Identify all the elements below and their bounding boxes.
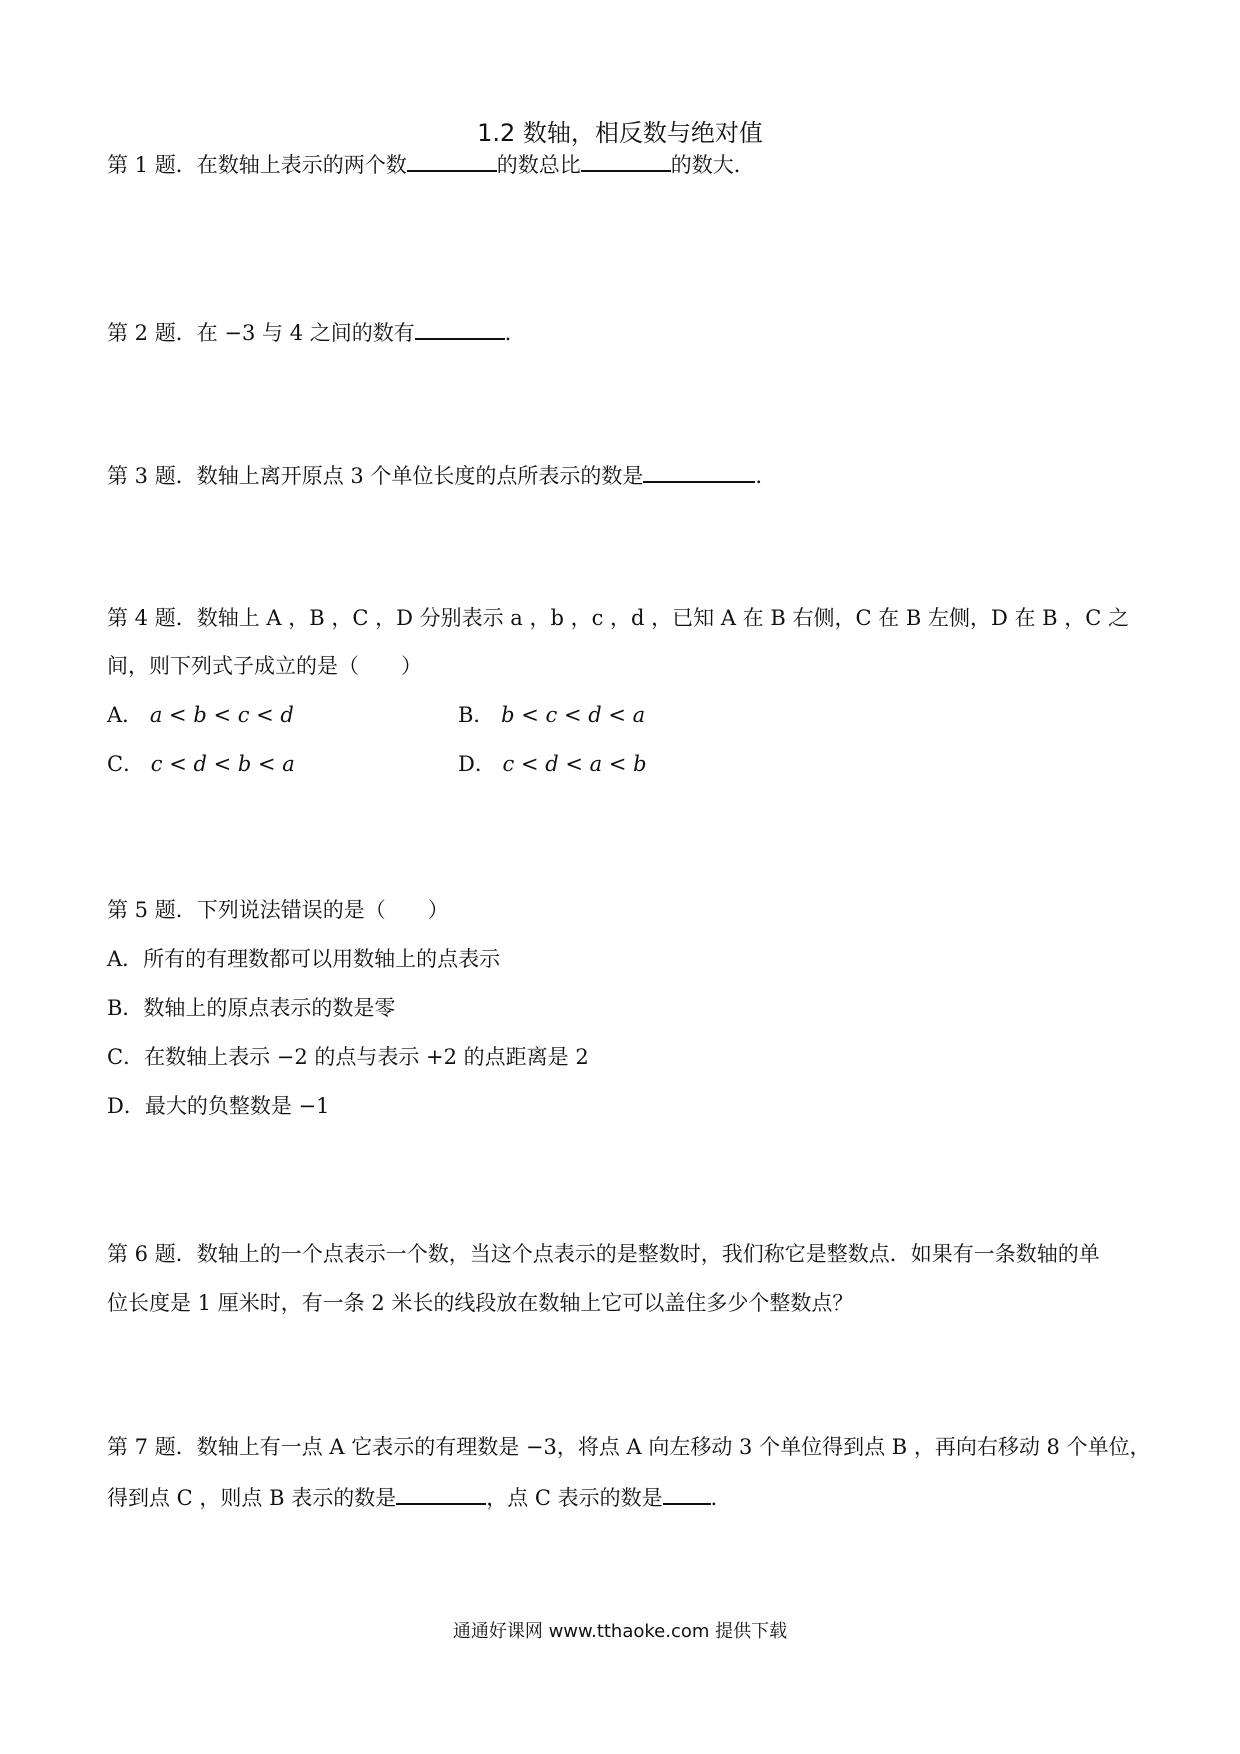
question-number: 第 5 题． <box>107 898 197 922</box>
option-d[interactable]: D．最大的负整数是 −1 <box>107 1094 330 1118</box>
answer-blank[interactable] <box>407 148 497 172</box>
question-text: 得到点 C ，则点 B 表示的数是 <box>107 1486 397 1510</box>
question-text: 数轴上 A ，B ，C ，D 分别表示 a ，b ，c ，d ，已知 A 在 B 右侧，C 在 B 左侧，D 在 B ，C 之 <box>196 606 1130 630</box>
question-7 <box>107 1432 1151 1462</box>
question-6 <box>107 1239 1100 1269</box>
option-b[interactable] <box>458 700 645 730</box>
option-d[interactable] <box>458 749 647 779</box>
option-expression: b < c < d < a <box>501 703 646 727</box>
question-number: 第 2 题． <box>107 321 197 345</box>
question-text: ． <box>710 1486 732 1510</box>
question-number: 第 6 题． <box>107 1242 197 1266</box>
option-c[interactable]: C．在数轴上表示 −2 的点与表示 +2 的点距离是 2 <box>107 1045 589 1069</box>
answer-blank[interactable] <box>581 148 671 172</box>
question-text: 的数大． <box>670 153 755 177</box>
question-number: 第 7 题． <box>107 1435 197 1459</box>
answer-blank[interactable] <box>415 316 505 340</box>
question-text: 数轴上的一个点表示一个数，当这个点表示的是整数时，我们称它是整数点．如果有一条数轴的单 <box>196 1242 1100 1266</box>
question-6-continued: 位长度是 1 厘米时，有一条 2 米长的线段放在数轴上它可以盖住多少个整数点？ <box>107 1291 854 1315</box>
question-text: 数轴上有一点 A 它表示的有理数是 −3，将点 A 向左移动 3 个单位得到点 B ，再向右移动 8 个单位， <box>196 1435 1151 1459</box>
question-text: ． <box>755 464 777 488</box>
question-text: 下列说法错误的是（ ） <box>196 898 449 922</box>
option-b[interactable]: B．数轴上的原点表示的数是零 <box>107 996 396 1020</box>
question-number: 第 3 题． <box>107 464 197 488</box>
option-expression: c < d < b < a <box>150 752 295 776</box>
option-label: C． <box>107 752 145 776</box>
question-3 <box>107 459 776 491</box>
option-expression: a < b < c < d <box>149 703 294 727</box>
page-title: 1.2 数轴，相反数与绝对值 <box>477 119 763 147</box>
question-text: ． <box>504 321 526 345</box>
question-5 <box>107 895 449 925</box>
question-1 <box>107 148 755 180</box>
question-text: 在 −3 与 4 之间的数有 <box>196 321 415 345</box>
question-text: 在数轴上表示的两个数 <box>196 153 407 177</box>
question-text: 的数总比 <box>496 153 581 177</box>
answer-blank[interactable] <box>643 459 755 483</box>
option-label: B． <box>458 703 495 727</box>
footer-note: 通通好课网 www.tthaoke.com 提供下载 <box>452 1621 788 1642</box>
answer-blank[interactable] <box>396 1481 486 1505</box>
question-4-continued: 间，则下列式子成立的是（ ） <box>107 654 422 678</box>
option-a[interactable] <box>107 700 294 730</box>
question-text: 数轴上离开原点 3 个单位长度的点所表示的数是 <box>196 464 644 488</box>
question-text: ，点 C 表示的数是 <box>486 1486 663 1510</box>
option-c[interactable] <box>107 749 295 779</box>
answer-blank[interactable] <box>663 1481 711 1505</box>
question-number: 第 4 题． <box>107 606 197 630</box>
option-a[interactable]: A．所有的有理数都可以用数轴上的点表示 <box>107 947 501 971</box>
question-7-continued <box>107 1481 732 1513</box>
option-expression: c < d < a < b <box>502 752 647 776</box>
option-label: A． <box>107 703 144 727</box>
question-4 <box>107 603 1129 633</box>
question-number: 第 1 题． <box>107 153 197 177</box>
option-label: D． <box>458 752 496 776</box>
question-2 <box>107 316 526 348</box>
